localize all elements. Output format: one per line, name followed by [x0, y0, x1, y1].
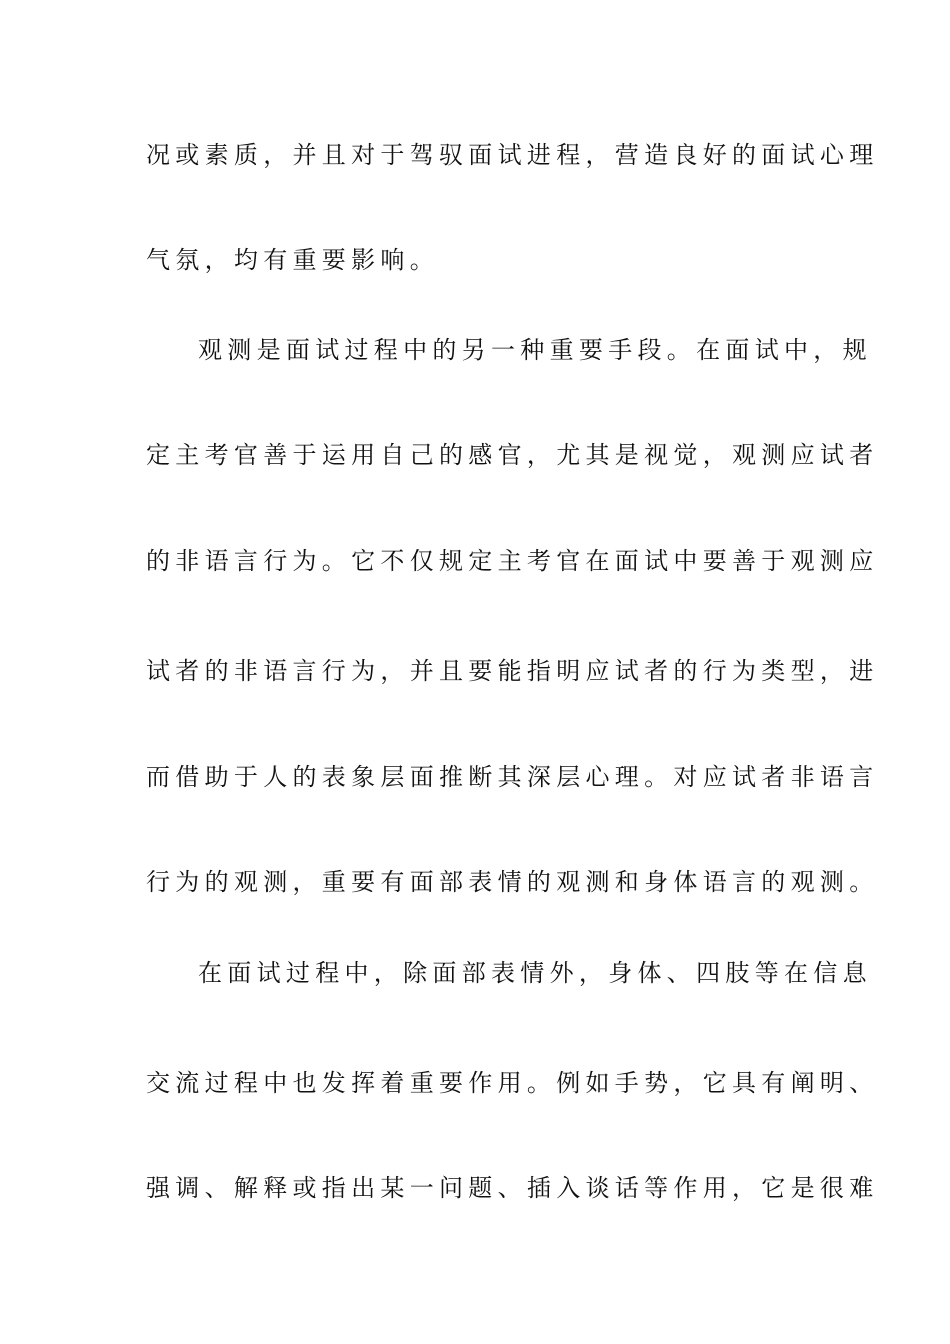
paragraph-start-gesture: 在面试过程中，除面部表情外，身体、四肢等在信息 — [198, 959, 872, 987]
text-line-5: 的非语言行为。它不仅规定主考官在面试中要善于观测应 — [146, 547, 879, 575]
text-line-8: 行为的观测，重要有面部表情的观测和身体语言的观测。 — [146, 868, 879, 896]
text-line-7: 而借助于人的表象层面推断其深层心理。对应试者非语言 — [146, 763, 879, 791]
text-line-1: 况或素质，并且对于驾驭面试进程，营造良好的面试心理 — [146, 141, 879, 169]
text-line-10: 交流过程中也发挥着重要作用。例如手势，它具有阐明、 — [146, 1069, 879, 1097]
text-line-11: 强调、解释或指出某一问题、插入谈话等作用，它是很难 — [146, 1174, 879, 1202]
text-line-6: 试者的非语言行为，并且要能指明应试者的行为类型，进 — [146, 657, 879, 685]
text-line-2: 气氛，均有重要影响。 — [146, 246, 439, 274]
text-line-4: 定主考官善于运用自己的感官，尤其是视觉，观测应试者 — [146, 441, 879, 469]
paragraph-start-observation: 观测是面试过程中的另一种重要手段。在面试中，规 — [198, 336, 872, 364]
